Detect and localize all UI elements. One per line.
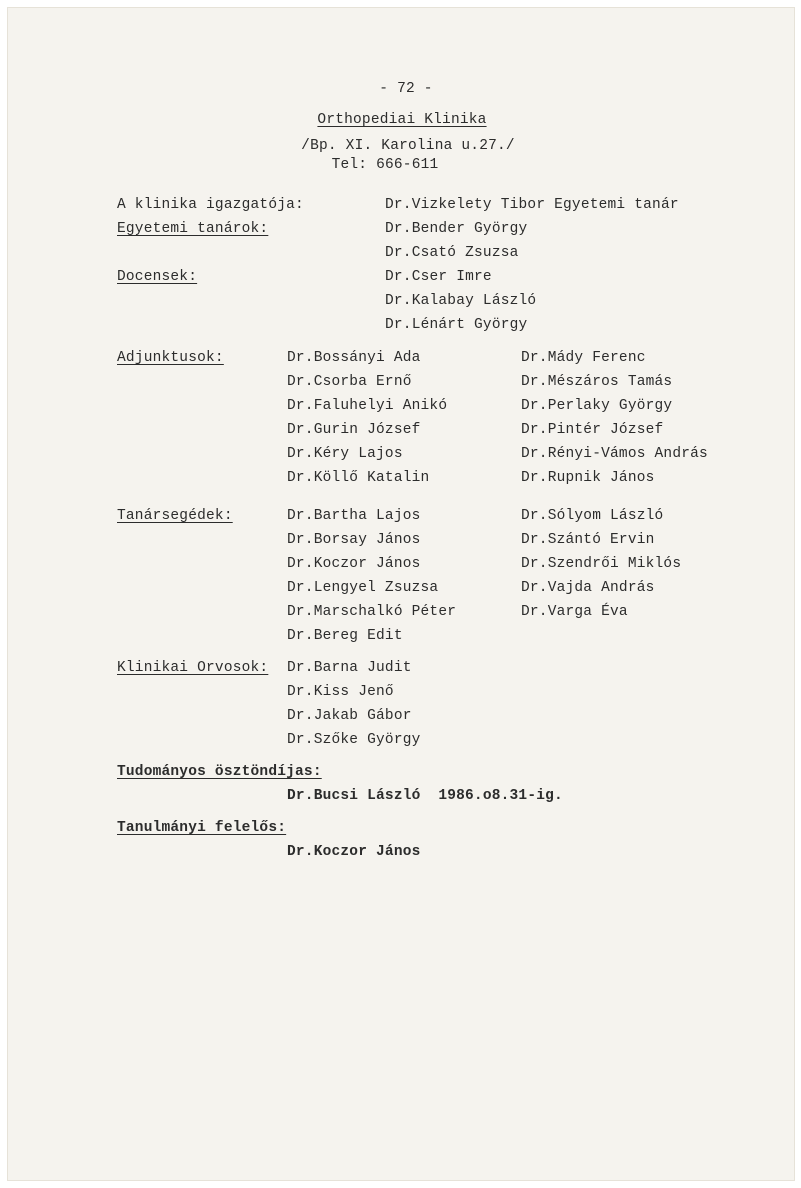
assistant-name: Dr.Lengyel Zsuzsa <box>287 580 439 596</box>
page-number: - 72 - <box>379 81 433 97</box>
clinic-phone: Tel: 666-611 <box>331 157 439 173</box>
professor-name: Dr.Bender György <box>385 221 528 237</box>
scholarship-value: Dr.Bucsi László 1986.o8.31-ig. <box>287 788 563 804</box>
assistant-name: Dr.Bereg Edit <box>287 628 403 644</box>
docent-name: Dr.Lénárt György <box>385 317 528 333</box>
adjunct-name: Dr.Mészáros Tamás <box>521 374 673 390</box>
director-name: Dr.Vizkelety Tibor Egyetemi tanár <box>385 197 679 213</box>
clinic-address: /Bp. XI. Karolina u.27./ <box>301 138 515 154</box>
assistant-name: Dr.Koczor János <box>287 556 421 572</box>
director-label: A klinika igazgatója: <box>117 197 304 213</box>
clinical-doctor-name: Dr.Jakab Gábor <box>287 708 412 724</box>
adjunct-name: Dr.Rupnik János <box>521 470 655 486</box>
assistant-name: Dr.Bartha Lajos <box>287 508 421 524</box>
clinical-doctor-name: Dr.Barna Judit <box>287 660 412 676</box>
study-officer-label: Tanulmányi felelős: <box>117 820 287 836</box>
adjunct-name: Dr.Bossányi Ada <box>287 350 421 366</box>
clinical-doctor-name: Dr.Kiss Jenő <box>287 684 394 700</box>
adjunct-name: Dr.Rényi-Vámos András <box>521 446 708 462</box>
adjunct-name: Dr.Köllő Katalin <box>287 470 430 486</box>
clinic-name: Orthopediai Klinika <box>317 112 487 128</box>
clinical-doctor-name: Dr.Szőke György <box>287 732 421 748</box>
assistants-label: Tanársegédek: <box>117 508 233 524</box>
adjunct-name: Dr.Pintér József <box>521 422 664 438</box>
docents-label: Docensek: <box>117 269 198 285</box>
study-officer-value: Dr.Koczor János <box>287 844 421 860</box>
assistant-name: Dr.Vajda András <box>521 580 655 596</box>
adjunct-name: Dr.Kéry Lajos <box>287 446 403 462</box>
adjunct-name: Dr.Perlaky György <box>521 398 673 414</box>
clinical-doctors-label: Klinikai Orvosok: <box>117 660 269 676</box>
adjunct-name: Dr.Mády Ferenc <box>521 350 646 366</box>
assistant-name: Dr.Szántó Ervin <box>521 532 655 548</box>
assistant-name: Dr.Varga Éva <box>521 604 628 620</box>
professors-label: Egyetemi tanárok: <box>117 221 269 237</box>
docent-name: Dr.Cser Imre <box>385 269 492 285</box>
assistant-name: Dr.Marschalkó Péter <box>287 604 457 620</box>
professor-name: Dr.Csató Zsuzsa <box>385 245 519 261</box>
scholarship-label: Tudományos ösztöndíjas: <box>117 764 322 780</box>
assistant-name: Dr.Borsay János <box>287 532 421 548</box>
assistant-name: Dr.Szendrői Miklós <box>521 556 682 572</box>
adjuncts-label: Adjunktusok: <box>117 350 224 366</box>
docent-name: Dr.Kalabay László <box>385 293 537 309</box>
adjunct-name: Dr.Faluhelyi Anikó <box>287 398 448 414</box>
adjunct-name: Dr.Csorba Ernő <box>287 374 412 390</box>
adjunct-name: Dr.Gurin József <box>287 422 421 438</box>
assistant-name: Dr.Sólyom László <box>521 508 664 524</box>
